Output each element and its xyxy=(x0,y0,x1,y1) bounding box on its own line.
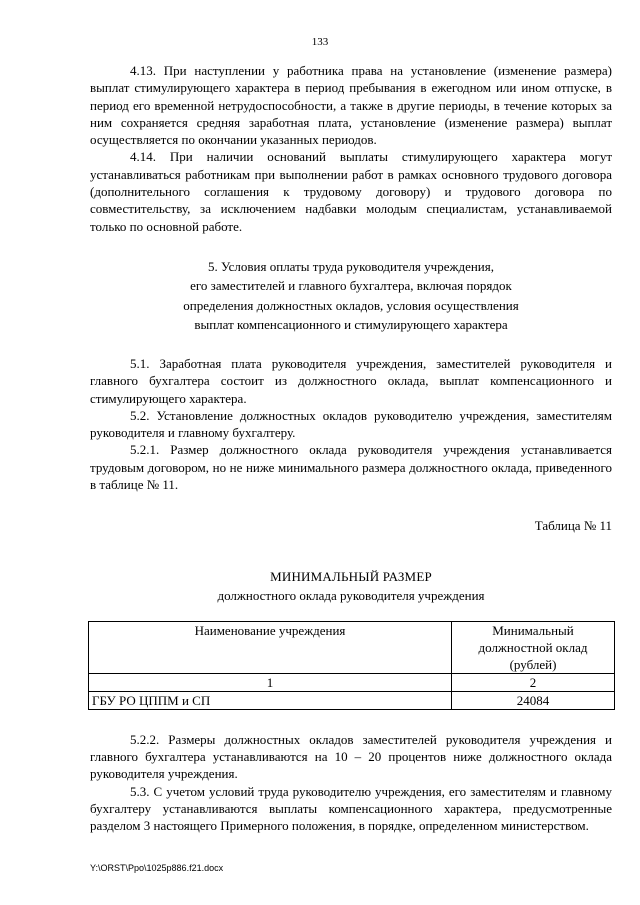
header-cell-salary xyxy=(452,621,615,673)
header-cell-institution: Наименование учреждения xyxy=(89,621,452,673)
header-salary-line: (рублей) xyxy=(509,656,557,672)
header-salary-line: Минимальный xyxy=(492,622,574,638)
section-heading-line: определения должностных окладов, условия осуществления xyxy=(183,297,519,313)
table-column-numbers-row xyxy=(89,673,615,691)
section-heading-line: его заместителей и главного бухгалтера, включая порядок xyxy=(190,278,512,294)
salary-value-cell: 24084 xyxy=(452,691,615,709)
table-row xyxy=(89,691,615,709)
paragraph-5-2-2: 5.2.2. Размеры должностных окладов заместителей руководителя учреждения и главного бухгалтера устанавливаются на 10 – 20 процентов ниже должностного оклада руководителя учреждения. xyxy=(90,731,612,782)
document-body xyxy=(90,62,612,834)
section-5-heading xyxy=(90,257,612,335)
column-number-cell: 2 xyxy=(452,673,615,691)
table-header-row xyxy=(89,621,615,673)
salary-table-wrapper xyxy=(88,621,612,710)
table-title-main: МИНИМАЛЬНЫЙ РАЗМЕР xyxy=(270,568,432,584)
paragraph-4-13: 4.13. При наступлении у работника права на установление (изменение размера) выплат стимулирующего характера в период пребывания в ежегодном или ином отпуске, в период его временной нетрудоспособности, а также в другие периоды, в течение которых за ним сохраняется средняя заработная плата, установление (изменение размера) выплат осуществляется по окончании указанных периодов. xyxy=(90,63,612,148)
file-path-footer: Y:\ORST\Ppo\1025p886.f21.docx xyxy=(90,863,224,873)
table-title-sub: должностного оклада руководителя учреждения xyxy=(217,587,485,603)
column-number-cell: 1 xyxy=(89,673,452,691)
table-caption: Таблица № 11 xyxy=(534,518,612,534)
paragraph-5-3: 5.3. С учетом условий труда руководителю учреждения, его заместителям и главному бухгалтеру устанавливаются выплаты компенсационного характера, предусмотренные разделом 3 настоящего Примерного положения, в порядке, определенном министерством. xyxy=(90,783,612,834)
salary-table xyxy=(88,621,615,710)
institution-name-cell: ГБУ РО ЦППМ и СП xyxy=(89,691,452,709)
page-number: 133 xyxy=(311,36,329,48)
after-table-block xyxy=(90,731,612,835)
section-heading-line: выплат компенсационного и стимулирующего характера xyxy=(194,317,508,333)
paragraph-5-2: 5.2. Установление должностных окладов руководителю учреждения, заместителям руководителя и главному бухгалтеру. xyxy=(90,407,612,441)
header-salary-line: должностной оклад xyxy=(478,639,588,655)
paragraph-4-14: 4.14. При наличии оснований выплаты стимулирующего характера могут устанавливаться работникам при выполнении работ в рамках основного трудового договора (дополнительного соглашения к трудовому договору) и трудового договора по совместительству, за исключением надбавки молодым специалистам, устанавливаемой только по основной работе. xyxy=(90,149,612,234)
paragraph-5-2-1: 5.2.1. Размер должностного оклада руководителя учреждения устанавливается трудовым договором, но не ниже минимального размера должностного оклада, приведенного в таблице № 11. xyxy=(90,442,612,493)
section-heading-line: 5. Условия оплаты труда руководителя учреждения, xyxy=(208,258,494,274)
paragraph-5-1: 5.1. Заработная плата руководителя учреждения, заместителей руководителя и главного бухгалтера состоит из должностного оклада, выплат компенсационного и стимулирующего характера. xyxy=(90,355,612,406)
table-title xyxy=(90,567,612,605)
